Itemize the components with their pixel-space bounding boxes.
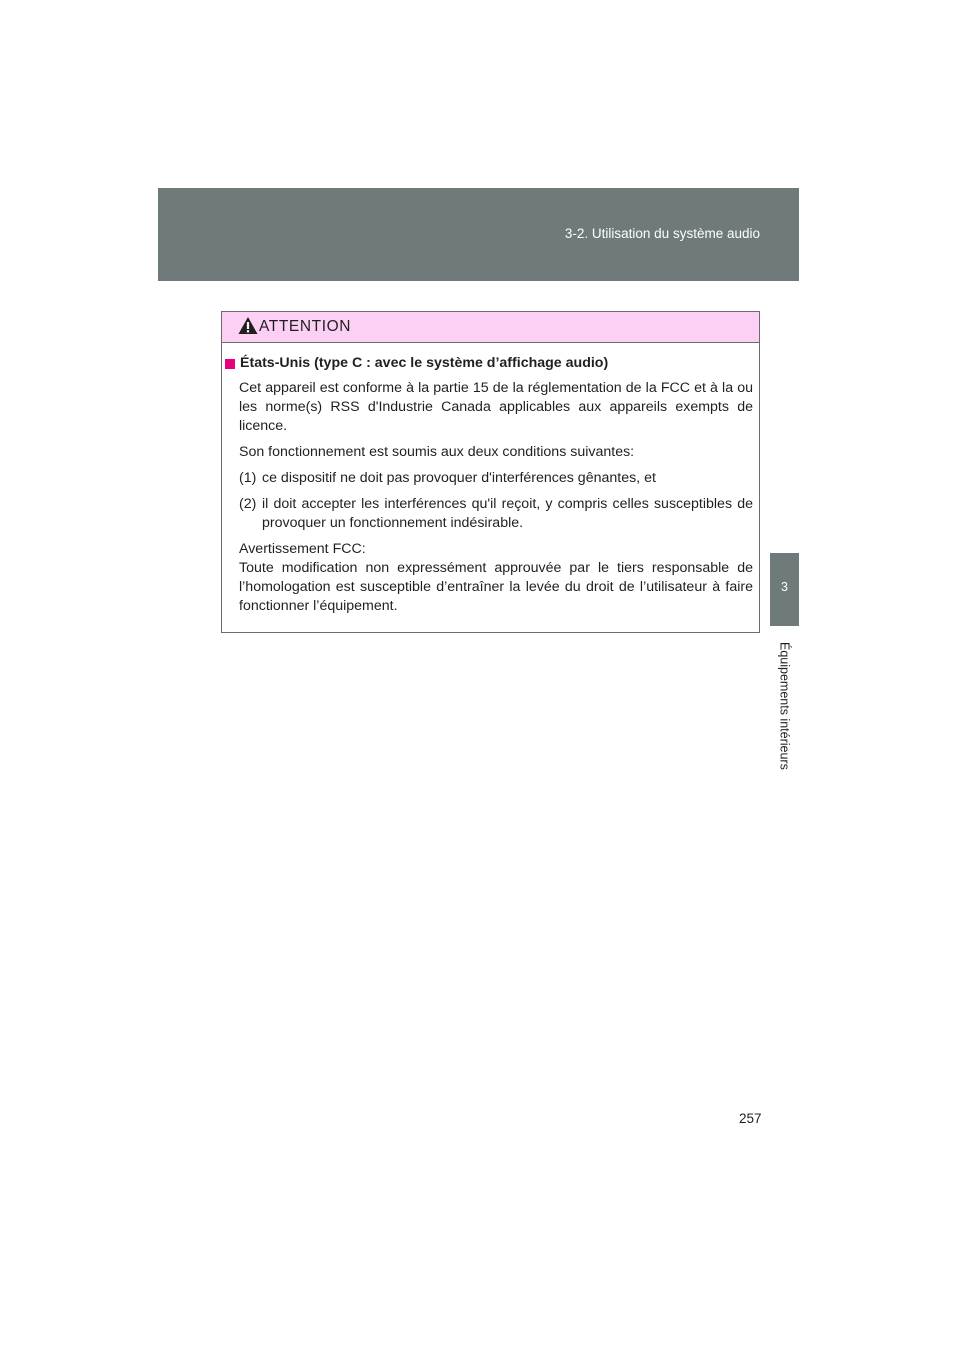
section-title: 3-2. Utilisation du système audio (564, 226, 760, 241)
section-heading-text: États-Unis (type C : avec le système d’affichage audio) (240, 355, 609, 371)
warning-header (222, 312, 759, 343)
list-item-text: ce dispositif ne doit pas provoquer d'interférences gênantes, et (262, 470, 656, 486)
list-item-number: (1) (239, 470, 257, 486)
chapter-label: Équipements intérieurs (777, 642, 792, 770)
chapter-label-container (770, 626, 799, 786)
square-bullet-icon (225, 359, 235, 369)
section-heading (225, 354, 753, 373)
warning-box (221, 311, 760, 633)
warning-triangle-icon (238, 316, 258, 340)
header-band (158, 188, 799, 281)
chapter-tab (770, 553, 799, 626)
list-item-text: il doit accepter les interférences qu'il reçoit, y compris celles susceptibles de provoquer un fonctionnement indésirable. (262, 496, 753, 531)
paragraph-conditions: Son fonctionnement est soumis aux deux conditions suivantes: (239, 444, 635, 460)
list-item (239, 495, 753, 533)
list-item (239, 469, 753, 488)
list-item-number: (2) (239, 496, 257, 512)
warning-body (222, 343, 759, 616)
paragraph-compliance: Cet appareil est conforme à la partie 15 de la réglementation de la FCC et à la ou les norme(s) RSS d'Industrie Canada applicables aux appareils exempts de licence. (239, 380, 753, 434)
chapter-number: 3 (781, 580, 788, 594)
fcc-warning-label: Avertissement FCC: (239, 541, 366, 557)
fcc-warning-text: Toute modification non expressément approuvée par le tiers responsable de l’homologation est susceptible d’entraîner la levée du droit de l’utilisateur à faire fonctionner l’équipement. (239, 560, 753, 614)
page-number: 257 (739, 1111, 762, 1126)
warning-title: ATTENTION (259, 318, 352, 335)
